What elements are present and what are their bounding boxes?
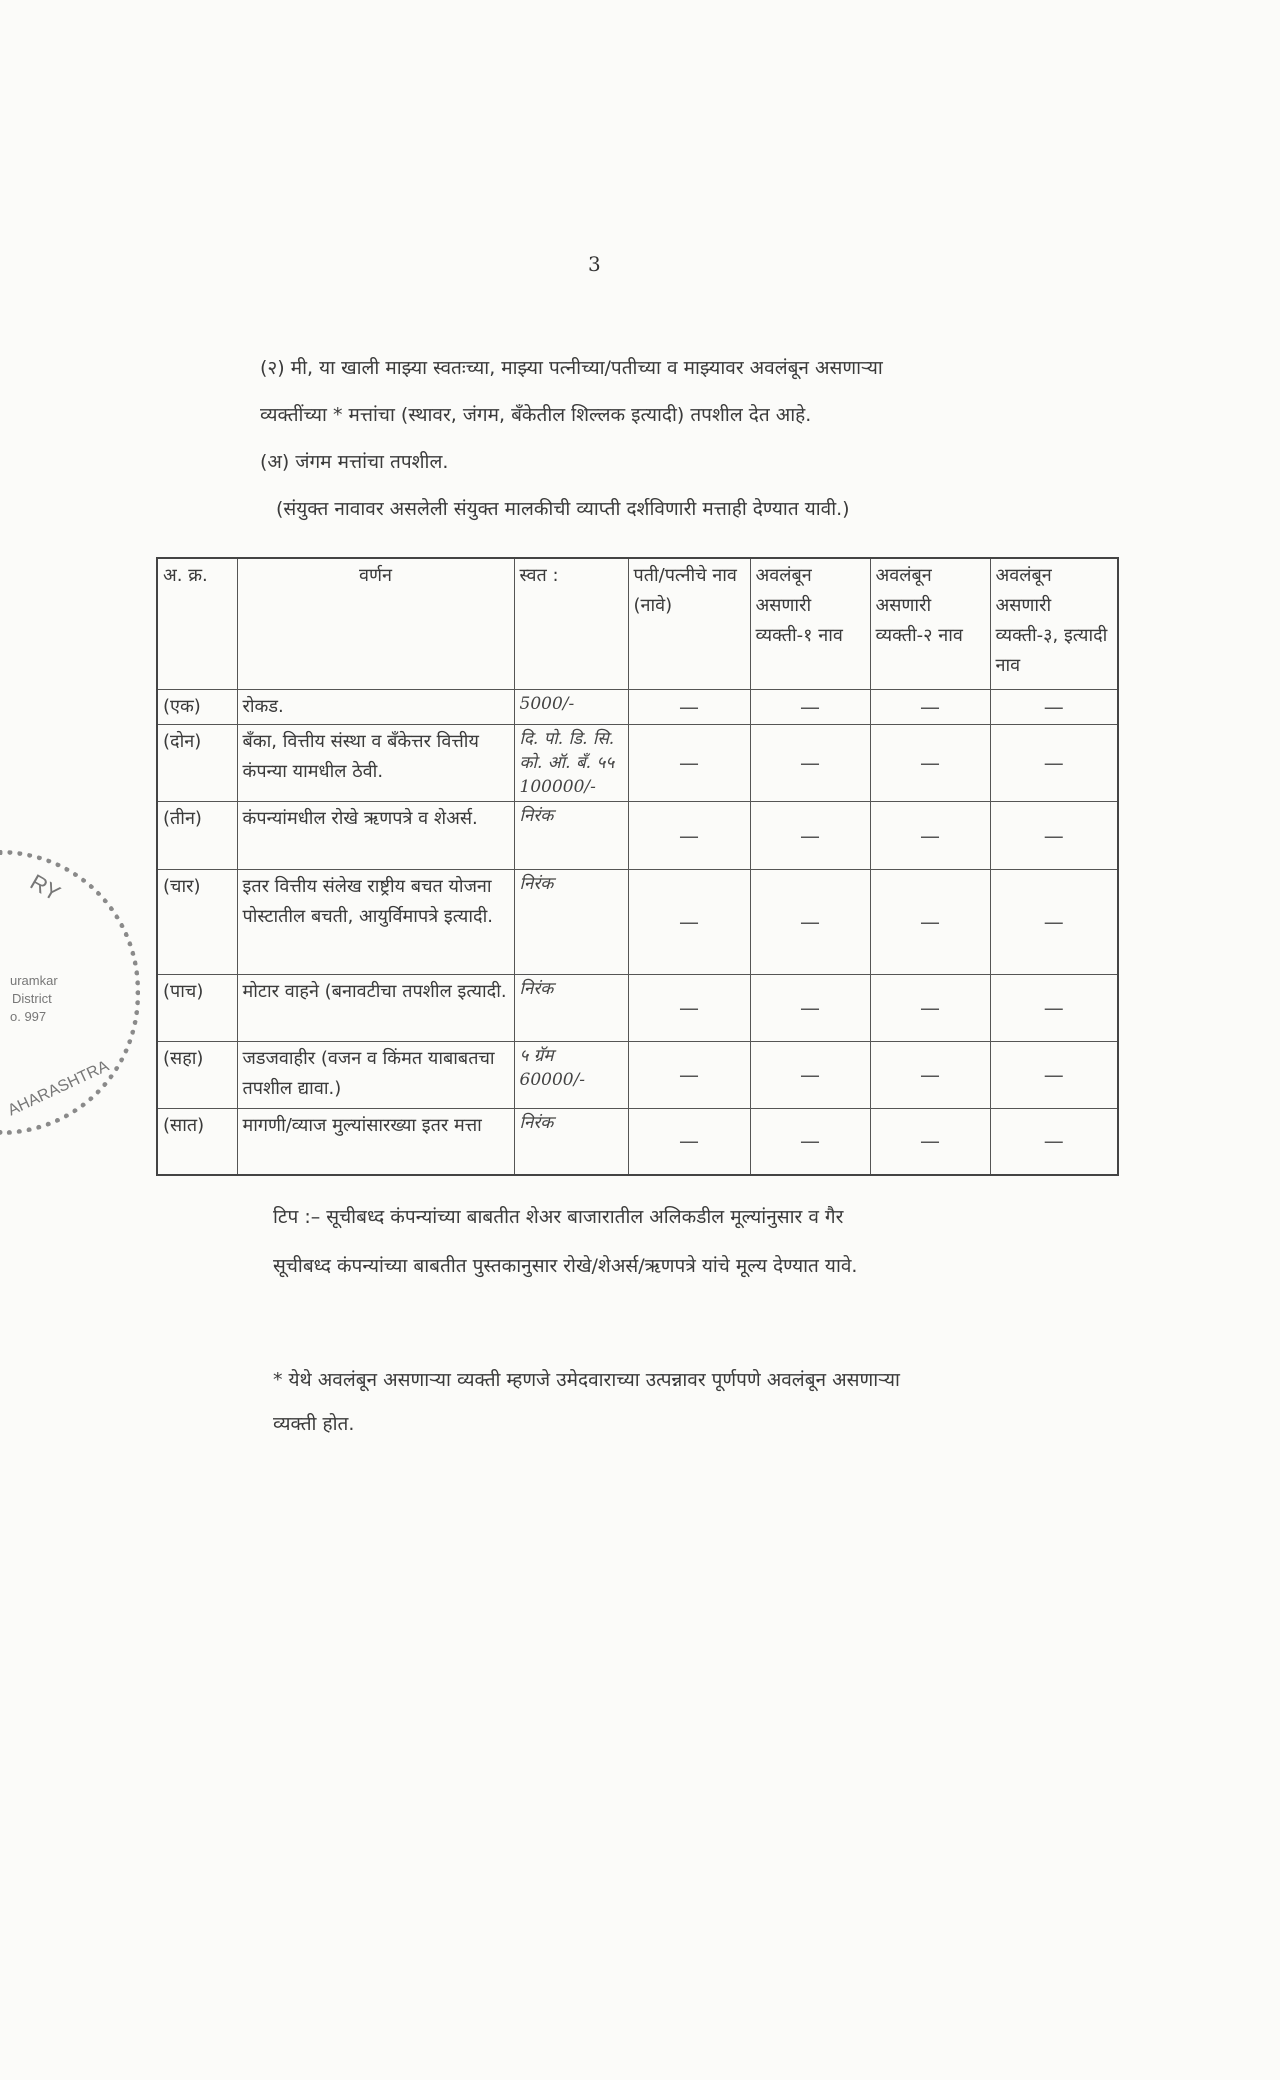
row-description: जडजवाहीर (वजन व किंमत याबाबतचा तपशील द्यावा.) [237,1042,514,1109]
row-other-value: — [990,975,1118,1042]
table-row [157,1042,1118,1109]
row-other-value: — [628,725,750,802]
table-row [157,725,1118,802]
row-serial: (पाच) [157,975,237,1042]
row-self-value: निरंक [514,975,628,1042]
table-row [157,802,1118,870]
stamp-text: AHARASHTRA [5,1057,112,1120]
stamp-text: RY [26,869,65,906]
row-other-value: — [628,1042,750,1109]
row-serial: (तीन) [157,802,237,870]
row-description: कंपन्यांमधील रोखे ऋणपत्रे व शेअर्स. [237,802,514,870]
row-description: बँका, वित्तीय संस्था व बँकेत्तर वित्तीय कंपन्या यामधील ठेवी. [237,725,514,802]
row-self-value: निरंक [514,870,628,975]
footnote-line: * येथे अवलंबून असणाऱ्या व्यक्ती म्हणजे उमेदवाराच्या उत्पन्नावर पूर्णपणे अवलंबून असणाऱ्या [273,1369,900,1391]
header-serial: अ. क्र. [157,558,237,690]
row-other-value: — [628,870,750,975]
stamp-text: o. 997 [10,1009,47,1024]
header-dependent-3: अवलंबून असणारी व्यक्ती-३, इत्यादी नाव [990,558,1118,690]
row-other-value: — [750,1042,870,1109]
row-other-value: — [750,975,870,1042]
row-description: मोटार वाहने (बनावटीचा तपशील इत्यादी. [237,975,514,1042]
row-other-value: — [870,1042,990,1109]
tip-line: सूचीबध्द कंपन्यांच्या बाबतीत पुस्तकानुसार रोखे/शेअर्स/ऋणपत्रे यांचे मूल्य देण्यात यावे. [273,1255,858,1277]
row-other-value: — [628,975,750,1042]
row-other-value: — [628,1109,750,1175]
row-other-value: — [990,690,1118,725]
row-other-value: — [628,690,750,725]
intro-line: (२) मी, या खाली माझ्या स्वतःच्या, माझ्या पत्नीच्या/पतीच्या व माझ्यावर अवलंबून असणाऱ्या [260,357,883,379]
row-serial: (सहा) [157,1042,237,1109]
header-dependent-2: अवलंबून असणारी व्यक्ती-२ नाव [870,558,990,690]
intro-note: (संयुक्त नावावर असलेली संयुक्त मालकीची व्याप्ती दर्शविणारी मत्ताही देण्यात यावी.) [276,498,850,520]
row-other-value: — [870,690,990,725]
row-other-value: — [870,725,990,802]
header-self: स्वत : [514,558,628,690]
row-description: रोकड. [237,690,514,725]
page-number: 3 [588,252,601,276]
footnote-line: व्यक्ती होत. [273,1413,355,1435]
row-other-value: — [990,725,1118,802]
row-serial: (चार) [157,870,237,975]
row-other-value: — [990,802,1118,870]
row-other-value: — [990,1042,1118,1109]
row-other-value: — [870,802,990,870]
row-self-value: दि. पो. डि. सि. को. ऑ. बँ. ५५ 100000/- [514,725,628,802]
row-other-value: — [628,802,750,870]
table-row [157,870,1118,975]
stamp-text: uramkar [10,973,58,988]
table-header-row [157,558,1118,690]
row-other-value: — [750,690,870,725]
movable-assets-table [156,557,1119,1176]
row-other-value: — [990,870,1118,975]
row-other-value: — [750,1109,870,1175]
table-row [157,1109,1118,1175]
row-description: मागणी/व्याज मुल्यांसारख्या इतर मत्ता [237,1109,514,1175]
header-spouse: पती/पत्नीचे नाव (नावे) [628,558,750,690]
intro-line: व्यक्तींच्या * मत्तांचा (स्थावर, जंगम, बँकेतील शिल्लक इत्यादी) तपशील देत आहे. [260,404,812,426]
row-other-value: — [750,725,870,802]
row-self-value: निरंक [514,1109,628,1175]
table-row [157,975,1118,1042]
header-description: वर्णन [237,558,514,690]
row-description: इतर वित्तीय संलेख राष्ट्रीय बचत योजना पोस्टातील बचती, आयुर्विमापत्रे इत्यादी. [237,870,514,975]
row-other-value: — [870,870,990,975]
row-other-value: — [990,1109,1118,1175]
row-self-value: निरंक [514,802,628,870]
row-serial: (एक) [157,690,237,725]
section-heading: (अ) जंगम मत्तांचा तपशील. [260,451,449,473]
row-other-value: — [870,975,990,1042]
row-other-value: — [870,1109,990,1175]
official-seal-stamp [0,850,140,1135]
tip-line: टिप :– सूचीबध्द कंपन्यांच्या बाबतीत शेअर बाजारातील अलिकडील मूल्यांनुसार व गैर [273,1206,844,1228]
stamp-text: District [12,991,52,1006]
row-self-value: ५ ग्रॅम 60000/- [514,1042,628,1109]
table-row [157,690,1118,725]
row-other-value: — [750,802,870,870]
row-serial: (सात) [157,1109,237,1175]
row-serial: (दोन) [157,725,237,802]
header-dependent-1: अवलंबून असणारी व्यक्ती-१ नाव [750,558,870,690]
row-other-value: — [750,870,870,975]
row-self-value: 5000/- [514,690,628,725]
